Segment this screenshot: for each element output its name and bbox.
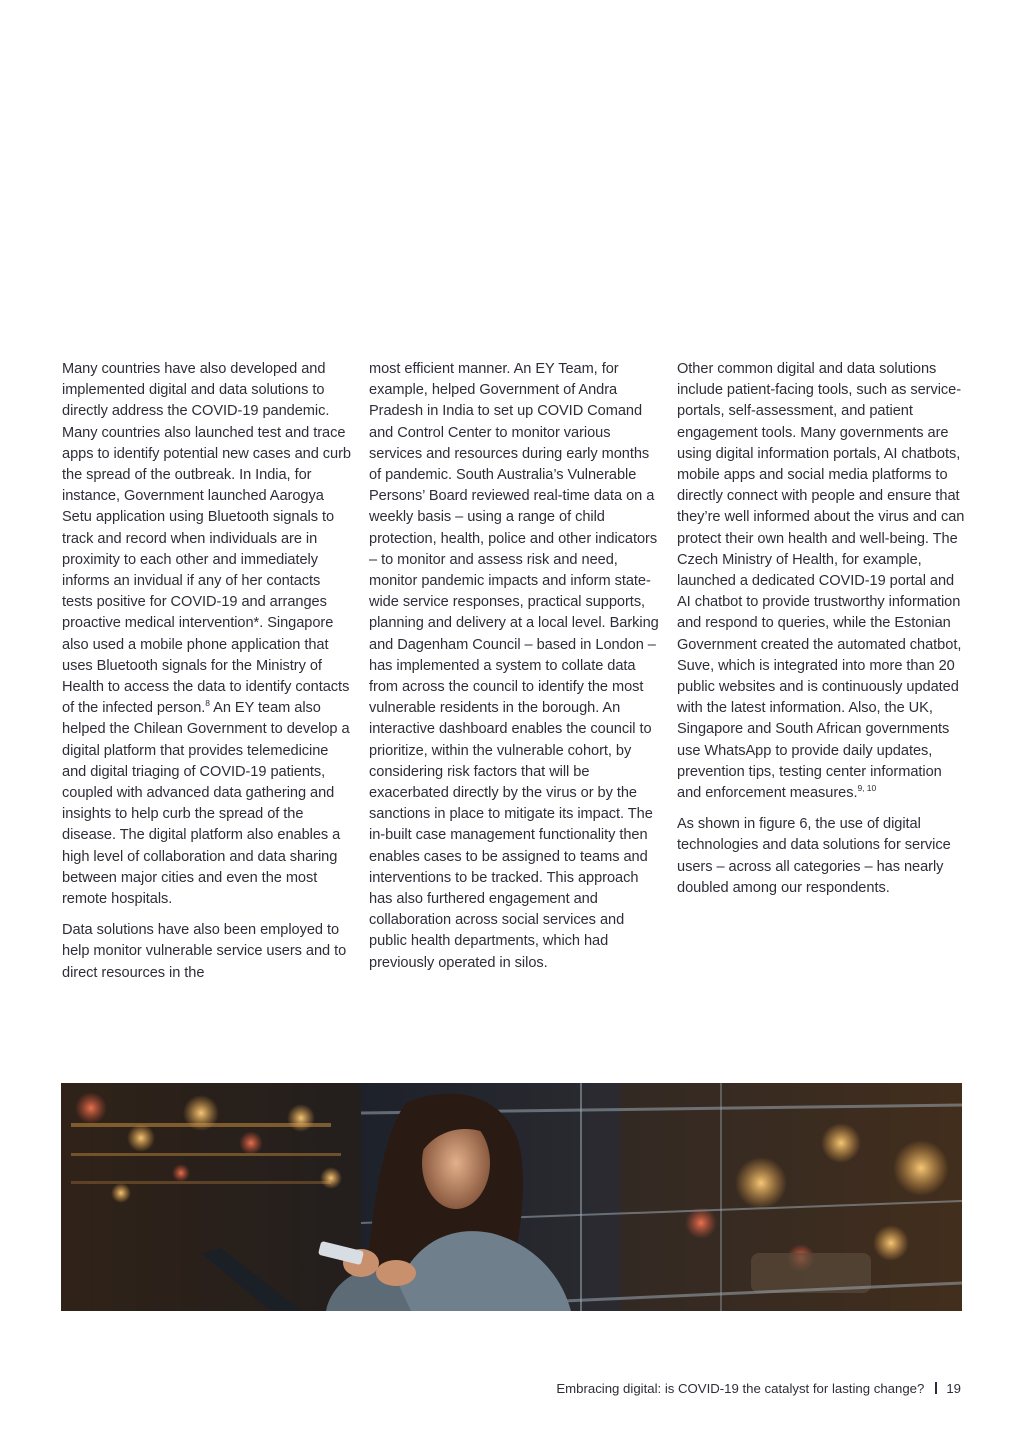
article-body [62,359,965,1069]
woman-with-phone-night-city-photo [61,1083,962,1311]
text-column-2 [369,359,659,984]
text-column-3 [677,359,967,909]
footer-title: Embracing digital: is COVID-19 the catalyst for lasting change? [556,1381,925,1396]
page-footer [556,1381,961,1396]
text-column-1 [62,359,352,994]
city-lights-left [61,1083,361,1311]
paragraph: As shown in figure 6, the use of digital technologies and data solutions for service users – across all categories – has nearly doubled among our respondents. [677,816,951,896]
paragraph-text: Other common digital and data solutions include patient-facing tools, such as service-portals, self-assessment, and patient engagement tools. Many governments are using digital information portals, AI chatbots, mobile apps and social media platforms to directly connect with people and ensure that they’re well informed about the virus and can protect their own health and well-being. The Czech Ministry of Health, for example, launched a dedicated COVID-19 portal and AI chatbot to provide trustworthy information and respond to queries, while the Estonian Government created the automated chatbot, Suve, which is integrated into more than 20 public websites and is continuously updated with the latest information. Also, the UK, Singapore and South African governments use WhatsApp to provide daily updates, prevention tips, testing center information and enforcement measures. [677,361,965,802]
paragraph [62,359,352,910]
photo-illustration [61,1083,962,1311]
paragraph [677,359,967,804]
footer-separator [935,1382,937,1394]
paragraph-text: Many countries have also developed and implemented digital and data solutions to directly address the COVID-19 pandemic. Many countries also launched test and trace apps to identify potential new cases and curb the spread of the outbreak. In India, for instance, Government launched Aarogya Setu application using Bluetooth signals to track and record when individuals are in proximity to each other and immediately informs an invidual if any of her contacts tests positive for COVID-19 and arranges proactive medical intervention*. Singapore also used a mobile phone application that uses Bluetooth signals for the Ministry of Health to access the data to identify contacts of the infected person. [62,361,351,717]
city-lights-right [621,1083,962,1311]
paragraph: Data solutions have also been employed to help monitor vulnerable service users and to direct resources in the [62,922,347,981]
paragraph: most efficient manner. An EY Team, for example, helped Government of Andra Pradesh in India to set up COVID Comand and Control Center to monitor various services and resources during early months of pandemic. South Australia’s Vulnerable Persons’ Board reviewed real-time data on a weekly basis – using a range of child protection, health, police and other indicators – to monitor and assess risk and need, monitor pandemic impacts and inform state-wide service responses, practical supports, planning and delivery at a local level. Barking and Dagenham Council – based in London – has implemented a system to collate data from across the council to identify the most vulnerable residents in the borough. An interactive dashboard enables the council to prioritize, within the vulnerable cohort, by considering risk factors that will be exacerbated directly by the virus or by the sanctions in place to mitigate its impact. The in-built case management functionality then enables cases to be assigned to teams and interventions to be tracked. This approach has also furthered engagement and collaboration across social services and public health departments, which had previously operated in silos. [369,361,659,971]
footnote-ref: 8 [205,698,210,709]
page-number: 19 [946,1381,961,1396]
footnote-ref: 9, 10 [857,783,877,794]
paragraph-text: An EY team also helped the Chilean Government to develop a digital platform that provides telemedicine and digital triaging of COVID-19 patients, coupled with advanced data gathering and insights to help curb the spread of the disease. The digital platform also enables a high level of collaboration and data sharing between major cities and even the most remote hospitals. [62,700,350,908]
